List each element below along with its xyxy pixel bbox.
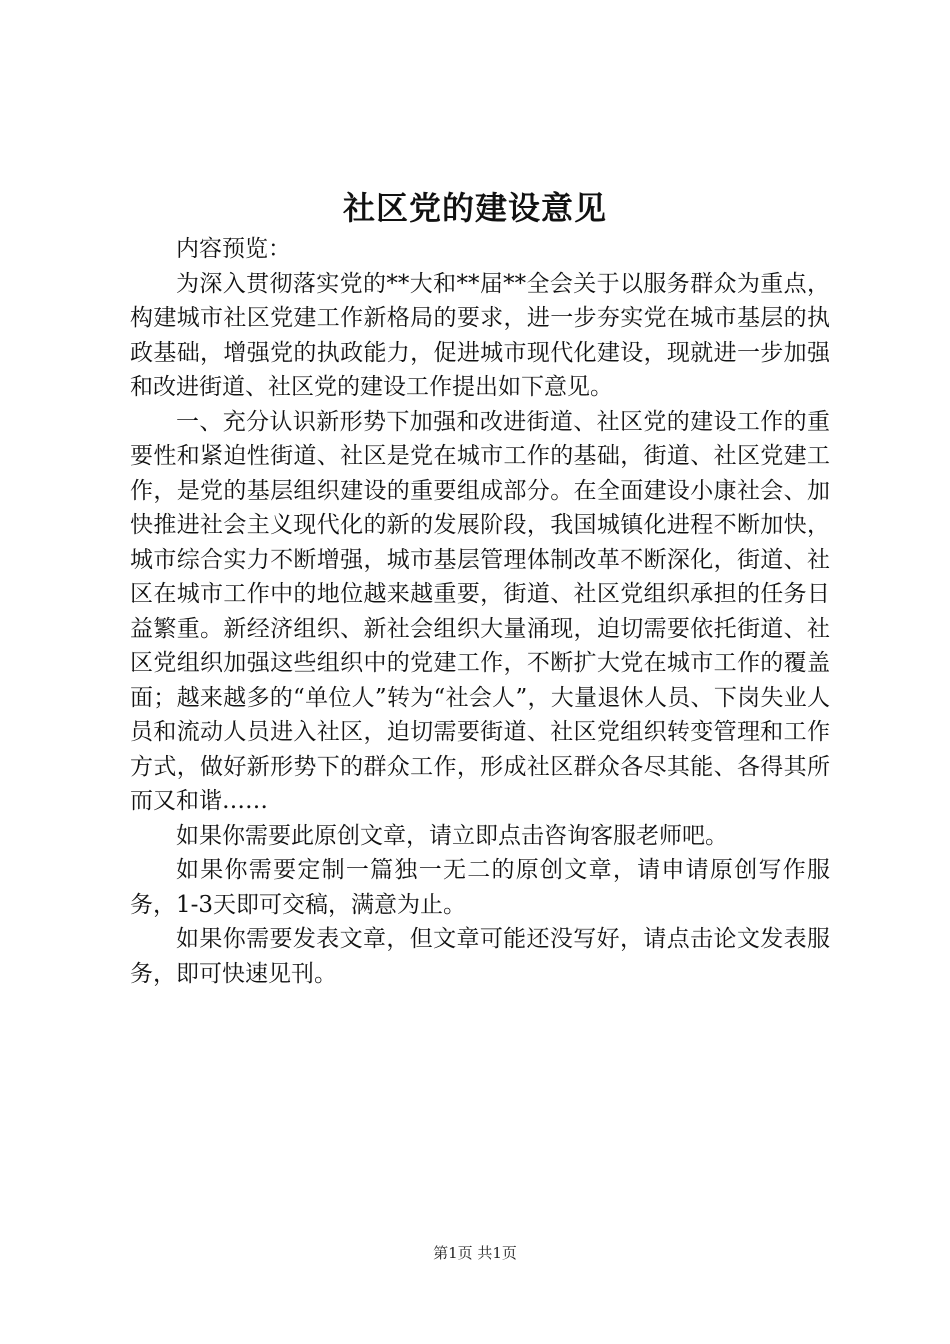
paragraph-intro: 为深入贯彻落实党的**大和**届**全会关于以服务群众为重点，构建城市社区党建工作新格局的要求，进一步夯实党在城市基层的执政基础，增强党的执政能力，促进城市现代化建设，现就进一步加强和改进街道、社区党的建设工作提出如下意见。 <box>130 270 830 400</box>
document-title: 社区党的建设意见 <box>342 189 607 227</box>
preview-label: 内容预览： <box>176 236 291 262</box>
document-body <box>130 232 830 991</box>
paragraph-publish-service[interactable]: 如果你需要发表文章，但文章可能还没写好，请点击论文发表服务，即可快速见刊。 <box>130 926 830 987</box>
paragraph-custom-writing[interactable]: 如果你需要定制一篇独一无二的原创文章，请申请原创写作服务，1-3天即可交稿，满意为止。 <box>130 857 830 918</box>
page-number-footer: 第1页 共1页 <box>433 1244 517 1262</box>
paragraph-consult-link[interactable]: 如果你需要此原创文章，请立即点击咨询客服老师吧。 <box>176 822 728 849</box>
paragraph-section-one: 一、充分认识新形势下加强和改进街道、社区党的建设工作的重要性和紧迫性街道、社区是党在城市工作的基础，街道、社区党建工作，是党的基层组织建设的重要组成部分。在全面建设小康社会、加快推进社会主义现代化的新的发展阶段，我国城镇化进程不断加快，城市综合实力不断增强，城市基层管理体制改革不断深化，街道、社区在城市工作中的地位越来越重要，街道、社区党组织承担的任务日益繁重。新经济组织、新社会组织大量涌现，迫切需要依托街道、社区党组织加强这些组织中的党建工作，不断扩大党在城市工作的覆盖面；越来越多的“单位人”转为“社会人”，大量退休人员、下岗失业人员和流动人员进入社区，迫切需要街道、社区党组织转变管理和工作方式，做好新形势下的群众工作，形成社区群众各尽其能、各得其所而又和谐…… <box>130 408 830 814</box>
